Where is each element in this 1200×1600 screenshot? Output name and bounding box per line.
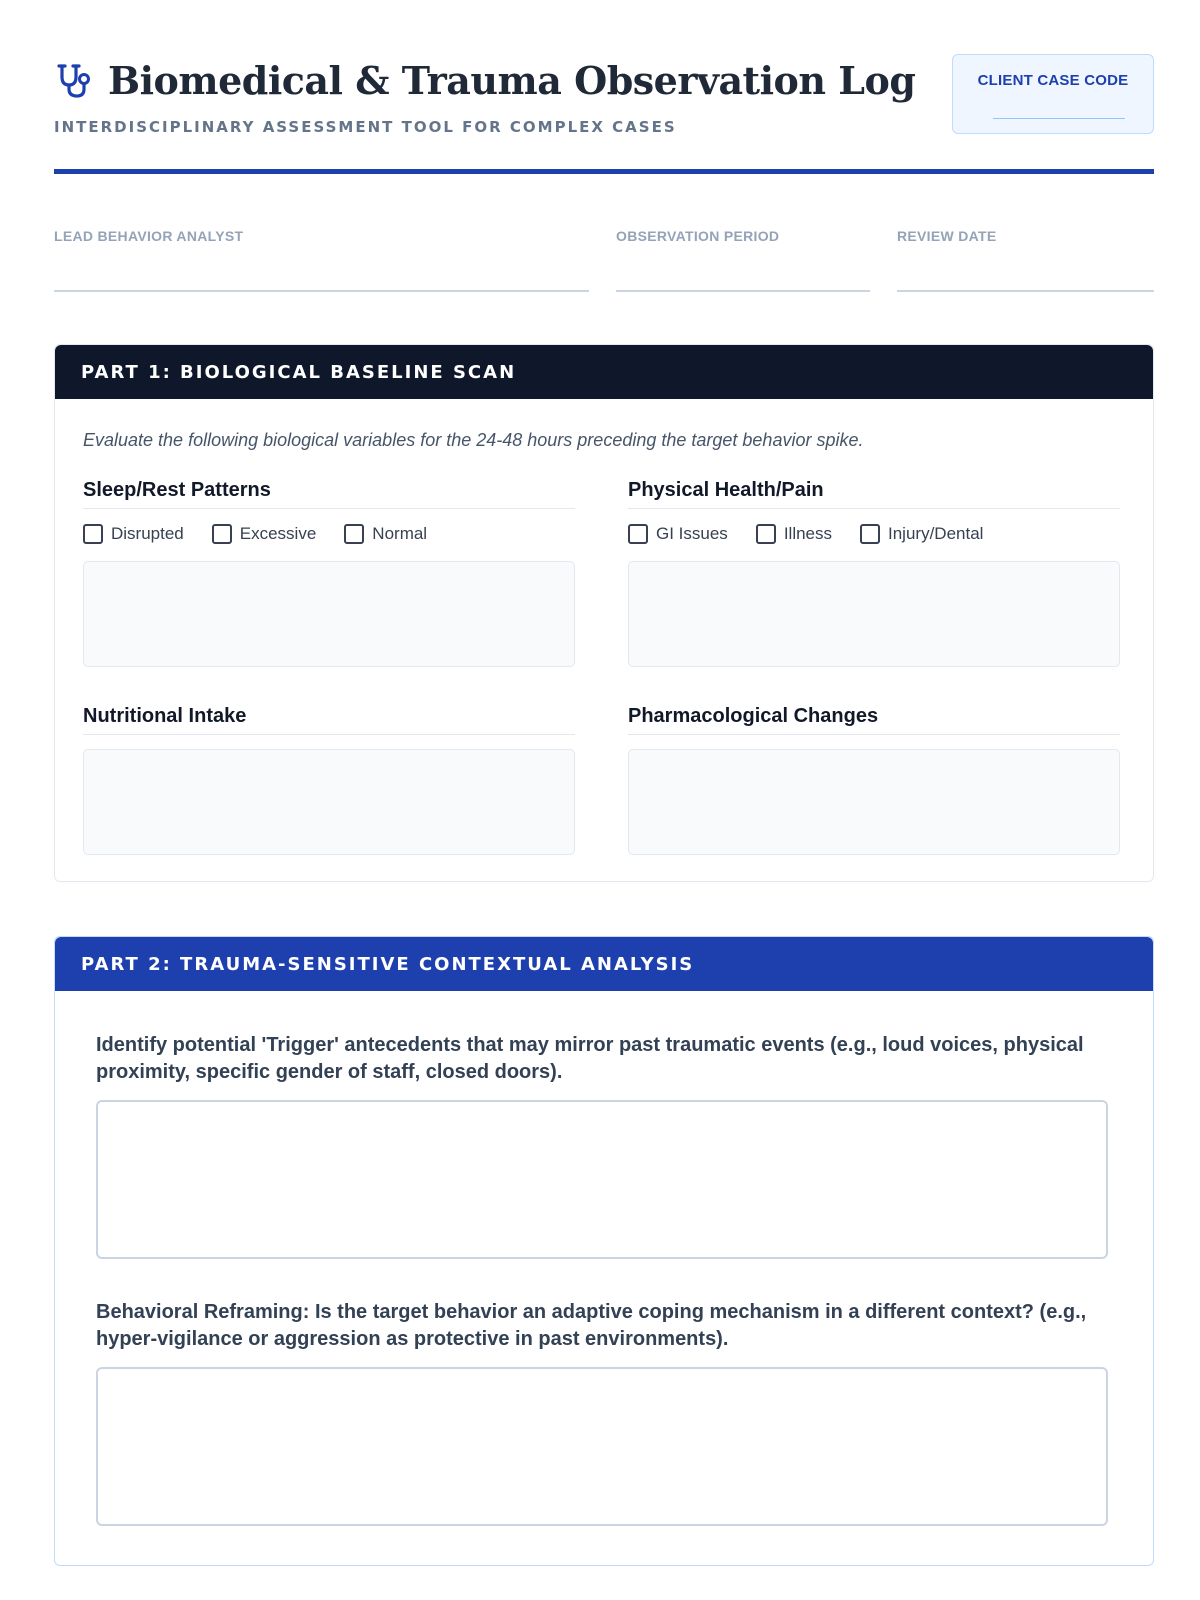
checkbox-excessive[interactable] — [212, 524, 317, 544]
client-case-code-field[interactable] — [993, 118, 1125, 119]
checkbox-label: Excessive — [239, 524, 317, 543]
observation-log-form — [54, 0, 1154, 1350]
checkbox-label: Disrupted — [111, 524, 184, 543]
review-date-field[interactable] — [897, 228, 1154, 292]
form-header — [54, 0, 1154, 174]
checkbox-label: Normal — [372, 524, 428, 543]
physical-health-block — [628, 479, 1120, 667]
physical-health-notes[interactable] — [628, 561, 1120, 667]
checkbox-disrupted[interactable] — [83, 524, 184, 544]
page-subtitle: INTERDISCIPLINARY ASSESSMENT TOOL FOR COMPLEX CASES — [54, 118, 677, 136]
checkbox-box[interactable] — [212, 524, 232, 544]
checkbox-label: Illness — [783, 524, 832, 543]
checkbox-box[interactable] — [756, 524, 776, 544]
nutritional-intake-block — [83, 705, 575, 855]
client-case-code-box — [952, 54, 1154, 134]
trigger-antecedents-response[interactable] — [96, 1100, 1108, 1259]
lead-behavior-analyst-label: LEAD BEHAVIOR ANALYST — [54, 228, 244, 244]
observation-period-label: OBSERVATION PERIOD — [616, 228, 780, 244]
checkbox-normal[interactable] — [344, 524, 427, 544]
sleep-rest-options — [83, 523, 575, 545]
part-1-section — [54, 344, 1154, 882]
sleep-rest-title: Sleep/Rest Patterns — [83, 479, 575, 509]
pharmacological-changes-block — [628, 705, 1120, 855]
sleep-rest-notes[interactable] — [83, 561, 575, 667]
nutritional-intake-title: Nutritional Intake — [83, 705, 575, 735]
checkbox-label: Injury/Dental — [888, 524, 984, 543]
sleep-rest-block — [83, 479, 575, 667]
pharmacological-changes-title: Pharmacological Changes — [628, 705, 1120, 735]
checkbox-box[interactable] — [628, 524, 648, 544]
observation-period-field[interactable] — [616, 228, 870, 292]
trigger-antecedents-question — [96, 1032, 1108, 1259]
review-date-label: REVIEW DATE — [897, 228, 997, 244]
checkbox-gi-issues[interactable] — [628, 524, 728, 544]
part-1-heading: PART 1: BIOLOGICAL BASELINE SCAN — [55, 345, 1153, 399]
behavioral-reframing-response[interactable] — [96, 1367, 1108, 1526]
checkbox-box[interactable] — [83, 524, 103, 544]
checkbox-illness[interactable] — [756, 524, 832, 544]
page-title: Biomedical & Trauma Observation Log — [108, 58, 916, 103]
pharmacological-changes-notes[interactable] — [628, 749, 1120, 855]
checkbox-box[interactable] — [344, 524, 364, 544]
meta-fields — [54, 228, 1154, 292]
checkbox-box[interactable] — [860, 524, 880, 544]
checkbox-injury-dental[interactable] — [860, 524, 983, 544]
lead-behavior-analyst-field[interactable] — [54, 228, 589, 292]
stethoscope-icon — [54, 61, 94, 101]
part-2-heading: PART 2: TRAUMA-SENSITIVE CONTEXTUAL ANALYSIS — [55, 937, 1153, 991]
checkbox-label: GI Issues — [656, 524, 728, 543]
physical-health-options — [628, 523, 1120, 545]
question-text: Identify potential 'Trigger' antecedents that may mirror past traumatic events (e.g., loud voices, physical proximity, specific gender of staff, closed doors). — [96, 1034, 1084, 1083]
nutritional-intake-notes[interactable] — [83, 749, 575, 855]
part-2-section — [54, 936, 1154, 1566]
behavioral-reframing-question — [96, 1299, 1108, 1526]
title-row — [54, 58, 915, 103]
question-text: Behavioral Reframing: Is the target behavior an adaptive coping mechanism in a different context? (e.g., hyper-vigilance or aggression as protective in past environments). — [96, 1301, 1087, 1350]
client-case-code-label: CLIENT CASE CODE — [977, 72, 1129, 89]
physical-health-title: Physical Health/Pain — [628, 479, 1120, 509]
part-1-instructions: Evaluate the following biological variables for the 24-48 hours preceding the target behavior spike. — [83, 430, 864, 450]
